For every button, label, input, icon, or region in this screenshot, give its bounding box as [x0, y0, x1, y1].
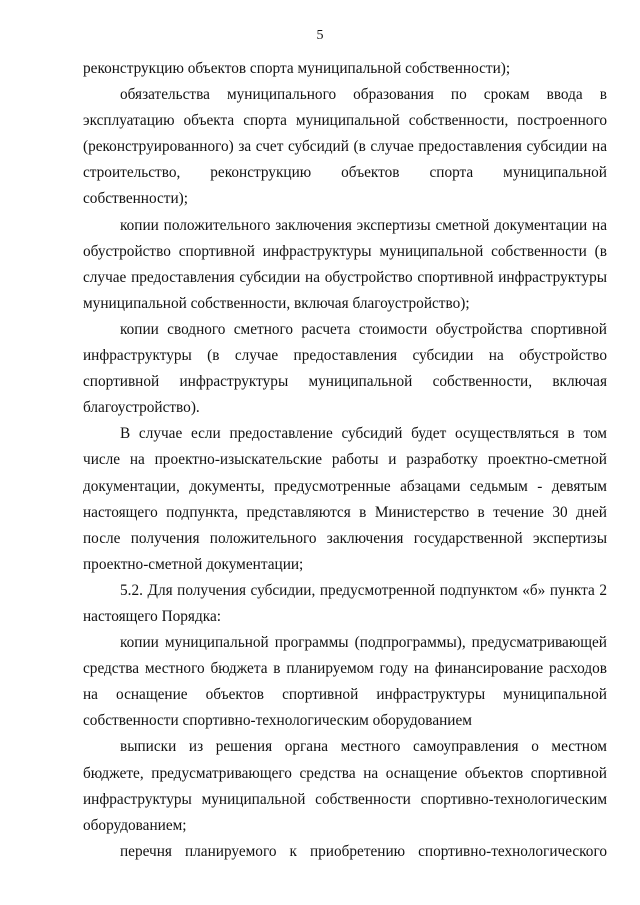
paragraph-4: копии сводного сметного расчета стоимости обустройства спортивной инфраструктуры (в случае предоставления субсидии на обустройство спортивной инфраструктуры муниципальной собственности, включая благоустройство). — [83, 320, 607, 417]
paragraph-7: копии муниципальной программы (подпрограммы), предусматривающей средства местного бюджета в планируемом году на финансирование расходов на оснащение объектов спортивной инфраструктуры муниципальной собственности спортивно-технологическим оборудованием — [83, 634, 607, 730]
paragraph-5: В случае если предоставление субсидий будет осуществляться в том числе на проектно-изыскательские работы и разработку проектно-сметной документации, документы, предусмотренные абзацами седьмым - девятым настоящего подпункта, представляются в Министерство в течение 30 дней после получения положительного заключения государственной экспертизы проектно-сметной документации; — [83, 425, 607, 573]
document-body — [83, 56, 607, 865]
page-number: 5 — [316, 28, 324, 43]
paragraph-9: перечня планируемого к приобретению спортивно-технологического — [120, 842, 607, 860]
paragraph-2: обязательства муниципального образования по срокам ввода в эксплуатацию объекта спорта муниципальной собственности, построенного (реконструированного) за счет субсидий (в случае предоставления субсидии на строительство, реконструкцию объектов спорта муниципальной собственности); — [83, 86, 607, 208]
paragraph-8: выписки из решения органа местного самоуправления о местном бюджете, предусматривающего средства на оснащение объектов спортивной инфраструктуры муниципальной собственности спортивно-технологическим оборудованием; — [83, 738, 607, 834]
paragraph-6: 5.2. Для получения субсидии, предусмотренной подпунктом «б» пункта 2 настоящего Порядка: — [83, 581, 607, 625]
paragraph-3: копии положительного заключения экспертизы сметной документации на обустройство спортивной инфраструктуры муниципальной собственности (в случае предоставления субсидии на обустройство спортивной инфраструктуры муниципальной собственности, включая благоустройство); — [83, 216, 607, 312]
paragraph-1: реконструкцию объектов спорта муниципальной собственности); — [83, 60, 511, 77]
